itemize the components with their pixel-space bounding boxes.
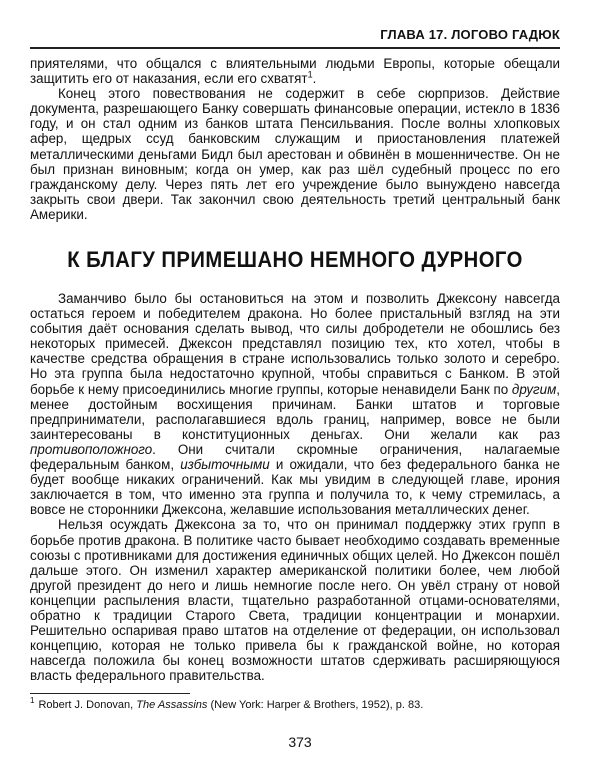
- footnote-book-title: The Assassins: [136, 699, 208, 711]
- text-run: Заманчиво было бы остановиться на этом и позволить Джексону навсегда остаться героем и победителем дракона. Но более пристальный взгляд на эти события даёт основания сделать вывод, что силы добродетели не обошлись без некоторых примесей. Джексон представлял позицию тех, кто хотел, чтобы в качестве средства обращения в стране использовались только золото и серебро. Но эта группа была недостаточно крупной, чтобы справиться с Банком. В этой борьбе к нему присоединились многие группы, которые ненавидели Банк по: [30, 291, 560, 397]
- footnote-divider: [30, 693, 190, 694]
- text-run: , менее достойным восхищения причинам. Банки штатов и торговые предприниматели, располагавшиеся вдоль границ, например, вовсе не были заинтересованы в конституционных деньгах. Они желали как раз: [30, 381, 560, 442]
- italic-text: другим: [511, 381, 557, 397]
- page-number: 373: [288, 734, 312, 750]
- paragraph-end: .: [312, 71, 317, 87]
- running-header: [30, 25, 560, 49]
- paragraph-text: приятелями, что общался с влиятельными людьми Европы, которые обещали защитить его от наказания, если его схватят: [30, 56, 560, 87]
- italic-text: противоположного: [30, 441, 153, 457]
- continued-text-block: [30, 56, 560, 222]
- paragraph: Конец этого повествования не содержит в себе сюрпризов. Действие документа, разрешающего Банку совершать финансовые операции, истекло в 1836 году, и он стал одним из банков штата Пенсильвания. После волны хлопковых афер, щедрых ссуд банковским служащим и приостановления платежей металлическими деньгами Бидл был арестован и обвинён в мошенничестве. Он не был признан виновным; когда он умер, как раз шёл судебный процесс по его гражданскому делу. Через пять лет его учреждение было вынуждено навсегда закрыть свои двери. Так закончил свою деятельность третий центральный банк Америки.: [30, 86, 560, 222]
- footnote: [30, 696, 560, 712]
- chapter-title: ГЛАВА 17. ЛОГОВО ГАДЮК: [380, 27, 560, 42]
- italic-text: избыточными: [180, 457, 270, 473]
- text-run: и ожидали, что без федерального банка не будет вообще никаких ограничений. Как мы увидим в следующей главе, ирония заключается в том, что именно эта группа и получила то, к чему стремилась, а вовсе не сторонники Джексона, желавшие использования металлических денег.: [30, 457, 560, 518]
- footnote-number: 1: [30, 696, 35, 706]
- section-heading: К БЛАГУ ПРИМЕШАНО НЕМНОГО ДУРНОГО: [67, 247, 523, 272]
- paragraph: [30, 56, 560, 86]
- footnote-publication: (New York: Harper & Brothers, 1952), p. 83.: [210, 699, 424, 711]
- paragraph: [30, 291, 560, 517]
- section-text-block: [30, 291, 560, 683]
- footnote-reference[interactable]: 1: [307, 69, 313, 80]
- paragraph: Нельзя осуждать Джексона за то, что он принимал поддержку этих групп в борьбе против дракона. В политике часто бывает необходимо создавать временные союзы с противниками для достижения единичных общих целей. Но Джексон пошёл дальше этого. Он изменил характер американской политики более, чем любой другой президент до него и лишь немногие после него. Он увёл страну от новой концепции распыления власти, тщательно разработанной отцами-основателями, обратно к традиции Старого Света, традиции концентрации и монархии. Решительно оспаривая право штатов на отделение от федерации, он использовал концепцию, которая не только привела бы к гражданской войне, но которая навсегда положила бы конец возможности штатов сдерживать расширяющуюся власть федерального правительства.: [30, 517, 560, 684]
- footnote-author: Robert J. Donovan,: [38, 699, 134, 711]
- text-run: . Они считали скромные ограничения, налагаемые федеральным банком,: [30, 441, 560, 473]
